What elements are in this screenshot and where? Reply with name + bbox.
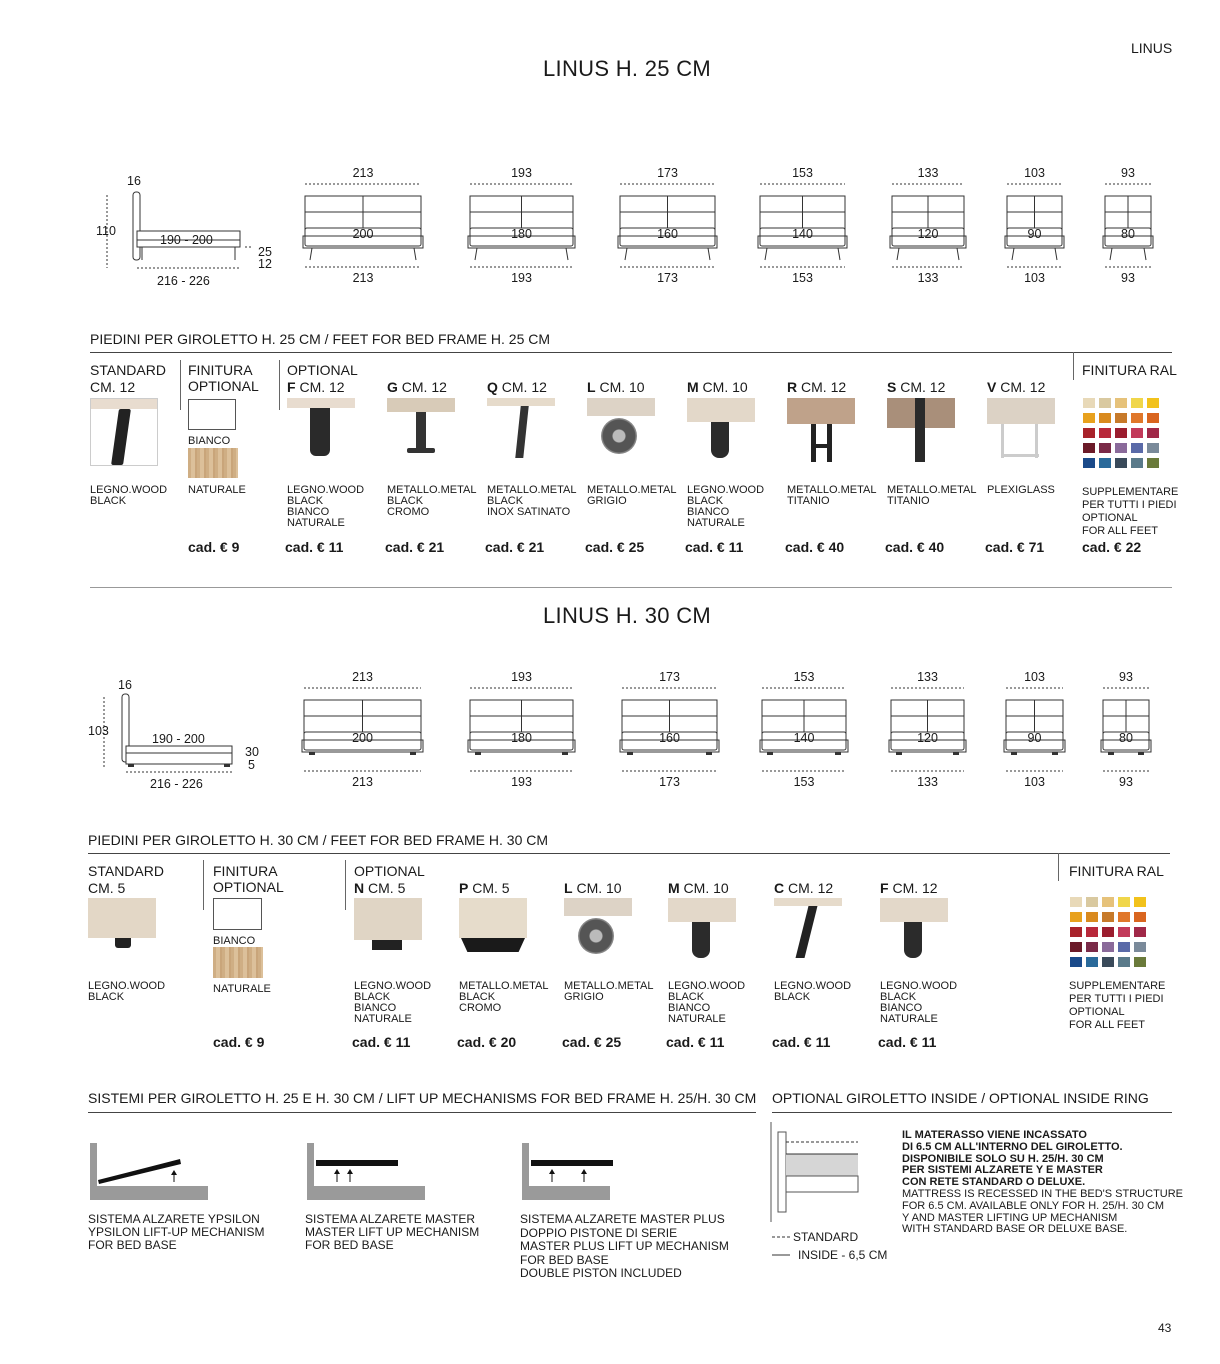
ral-color-swatch xyxy=(1070,942,1082,952)
bed-mattress-label: 160 xyxy=(657,227,678,241)
bed-width-top-label: 193 xyxy=(511,670,532,684)
side-height-label: 110 xyxy=(96,224,116,238)
foot-photo xyxy=(587,398,655,466)
ral-color-swatch xyxy=(1118,957,1130,967)
side-head-label: 16 xyxy=(127,174,141,188)
swatch-naturale-1 xyxy=(188,448,238,478)
bed-width-bottom-label: 213 xyxy=(352,271,374,285)
bed-width-bottom-label: 173 xyxy=(657,271,678,285)
foot-code-label: M CM. 10 xyxy=(668,880,729,896)
foot-code-label: F CM. 12 xyxy=(880,880,938,896)
foot-code-label: S CM. 12 xyxy=(887,379,946,395)
ral-color-swatch xyxy=(1118,897,1130,907)
foot-code-label: F CM. 12 xyxy=(287,379,345,395)
swatch-naturale-2 xyxy=(213,947,263,978)
ral-color-swatch xyxy=(1102,942,1114,952)
side-h2-label-2: 5 xyxy=(248,758,255,772)
foot-price: cad. € 11 xyxy=(772,1034,831,1050)
ral-color-swatch xyxy=(1099,428,1111,438)
swatch-bianco-2 xyxy=(213,898,262,930)
ral-color-swatch xyxy=(1102,957,1114,967)
ral-color-swatch xyxy=(1086,942,1098,952)
foot-price: cad. € 21 xyxy=(485,539,545,555)
ral-color-swatch xyxy=(1083,458,1095,468)
swatch-bianco-1 xyxy=(188,399,236,430)
ral-label-1: FINITURA RAL xyxy=(1082,362,1177,378)
ral-color-swatch xyxy=(1083,443,1095,453)
foot-code-label: G CM. 12 xyxy=(387,379,447,395)
standard-label-1: STANDARD xyxy=(90,362,166,378)
foot-material-text: METALLO.METAL TITANIO xyxy=(787,484,877,507)
inside-legend-inside: INSIDE - 6,5 CM xyxy=(798,1248,888,1262)
inside-text-line: CON RETE STANDARD O DELUXE. xyxy=(902,1176,1086,1189)
foot-code-label: Q CM. 12 xyxy=(487,379,547,395)
ral-color-swatch xyxy=(1147,428,1159,438)
foot-photo xyxy=(287,398,355,466)
section1-title: LINUS H. 25 CM xyxy=(543,56,712,81)
ral-color-swatch xyxy=(1118,942,1130,952)
standard-material-1: LEGNO.WOOD BLACK xyxy=(90,484,168,507)
inside-text-line: FOR 6.5 CM. AVAILABLE ONLY FOR H. 25/H. 30 CM xyxy=(902,1199,1165,1212)
bed-mattress-label: 180 xyxy=(511,227,532,241)
side-length-label-2: 190 - 200 xyxy=(152,732,205,746)
ral-color-swatch xyxy=(1083,428,1095,438)
foot-photo xyxy=(668,898,736,966)
bed-width-top-label: 103 xyxy=(1024,670,1045,684)
page-number: 43 xyxy=(1158,1321,1172,1335)
foot-material-text: LEGNO.WOOD BLACK BIANCO NATURALE xyxy=(880,980,958,1025)
foot-price: cad. € 11 xyxy=(878,1034,937,1050)
ral-color-swatch xyxy=(1131,398,1143,408)
bed-width-top-label: 103 xyxy=(1024,166,1045,180)
ral-color-swatch xyxy=(1134,912,1146,922)
inside-legend-standard: STANDARD xyxy=(793,1230,859,1244)
inside-text-line: MATTRESS IS RECESSED IN THE BED'S STRUCTURE xyxy=(902,1187,1184,1200)
side-h1-label-2: 30 xyxy=(245,745,259,759)
ral-desc-1: SUPPLEMENTARE PER TUTTI I PIEDI OPTIONAL FOR ALL FEET xyxy=(1082,486,1179,537)
ral-color-swatch xyxy=(1115,428,1127,438)
bed-width-top-label: 173 xyxy=(657,166,678,180)
ral-color-swatch xyxy=(1070,957,1082,967)
bed-width-bottom-label: 103 xyxy=(1024,775,1045,789)
inside-text-line: Y AND MASTER LIFTING UP MECHANISM xyxy=(902,1211,1118,1224)
foot-material-text: METALLO.METAL GRIGIO xyxy=(587,484,677,507)
ral-color-swatch xyxy=(1134,897,1146,907)
bed-width-bottom-label: 93 xyxy=(1119,775,1133,789)
ral-color-swatch xyxy=(1147,398,1159,408)
bed-width-bottom-label: 193 xyxy=(511,775,532,789)
foot-photo xyxy=(687,398,755,466)
side-height-label-2: 103 xyxy=(88,724,109,738)
finitura-label-1: FINITURA OPTIONAL xyxy=(188,362,259,394)
foot-material-text: LEGNO.WOOD BLACK BIANCO NATURALE xyxy=(687,484,765,529)
ral-color-swatch xyxy=(1134,927,1146,937)
ral-color-swatch xyxy=(1070,927,1082,937)
inside-description xyxy=(902,1130,1183,1236)
foot-code-label: M CM. 10 xyxy=(687,379,748,395)
foot-photo xyxy=(387,398,455,466)
ral-color-swatch xyxy=(1086,957,1098,967)
foot-photo xyxy=(787,398,855,466)
foot-price: cad. € 11 xyxy=(285,539,344,555)
standard-size-1: CM. 12 xyxy=(90,379,136,395)
bed-width-top-label: 213 xyxy=(352,166,374,180)
bed-width-bottom-label: 173 xyxy=(659,775,680,789)
section2-title: LINUS H. 30 CM xyxy=(543,603,712,628)
foot-price: cad. € 11 xyxy=(666,1034,725,1050)
foot-photo xyxy=(459,898,527,966)
bed-mattress-label: 120 xyxy=(917,227,939,241)
foot-price: cad. € 11 xyxy=(685,539,744,555)
inside-text-line: WITH STANDARD BASE OR DELUXE BASE. xyxy=(902,1223,1128,1236)
ral-color-swatch xyxy=(1115,398,1127,408)
bed-width-bottom-label: 133 xyxy=(917,775,938,789)
bed-width-top-label: 133 xyxy=(917,670,938,684)
inside-text-line: PER SISTEMI ALZARETE Y E MASTER xyxy=(902,1164,1103,1177)
ral-color-swatch xyxy=(1086,927,1098,937)
ral-color-swatch xyxy=(1099,458,1111,468)
lift-masterplus-text: SISTEMA ALZARETE MASTER PLUS DOPPIO PISTONE DI SERIE MASTER PLUS LIFT UP MECHANISM FOR BED BASE DOUBLE PISTON INCLUDED xyxy=(520,1212,729,1280)
bed-width-top-label: 153 xyxy=(792,166,813,180)
bed-mattress-label: 80 xyxy=(1119,731,1133,745)
ral-color-swatch xyxy=(1147,458,1159,468)
finitura-label-2: FINITURA OPTIONAL xyxy=(213,863,284,895)
foot-price: cad. € 20 xyxy=(457,1034,517,1050)
ral-color-swatch xyxy=(1102,897,1114,907)
foot-price: cad. € 40 xyxy=(785,539,845,555)
ral-desc-2: SUPPLEMENTARE PER TUTTI I PIEDI OPTIONAL FOR ALL FEET xyxy=(1069,980,1166,1031)
naturale-label-1: NATURALE xyxy=(188,484,246,496)
foot-price: cad. € 40 xyxy=(885,539,945,555)
bed-width-top-label: 133 xyxy=(917,166,939,180)
inside-text-line: DI 6.5 CM ALL'INTERNO DEL GIROLETTO. xyxy=(902,1140,1123,1153)
ral-color-swatch xyxy=(1086,897,1098,907)
foot-price: cad. € 25 xyxy=(562,1034,622,1050)
foot-photo xyxy=(564,898,632,966)
finitura-price-2: cad. € 9 xyxy=(213,1034,265,1050)
bed-mattress-label: 160 xyxy=(659,731,680,745)
ral-color-swatch xyxy=(1115,413,1127,423)
inside-text-line: DISPONIBILE SOLO SU H. 25/H. 30 CM xyxy=(902,1152,1104,1165)
foot-material-text: LEGNO.WOOD BLACK BIANCO NATURALE xyxy=(354,980,432,1025)
bed-width-top-label: 153 xyxy=(793,670,815,684)
bed-width-bottom-label: 103 xyxy=(1024,271,1045,285)
ral-color-swatch xyxy=(1083,413,1095,423)
bed-mattress-label: 180 xyxy=(511,731,532,745)
foot-code-label: V CM. 12 xyxy=(987,379,1046,395)
bed-mattress-label: 140 xyxy=(793,731,815,745)
ral-color-swatch xyxy=(1070,912,1082,922)
bianco-label-1: BIANCO xyxy=(188,435,231,447)
ral-color-swatch xyxy=(1086,912,1098,922)
foot-code-label: N CM. 5 xyxy=(354,880,406,896)
ral-color-swatch xyxy=(1147,443,1159,453)
bed-width-top-label: 93 xyxy=(1119,670,1133,684)
foot-photo xyxy=(887,398,955,466)
side-h2-label: 12 xyxy=(258,257,272,271)
foot-code-label: L CM. 10 xyxy=(587,379,645,395)
finitura-price-1: cad. € 9 xyxy=(188,539,240,555)
bed-width-top-label: 213 xyxy=(352,670,373,684)
bed-width-bottom-label: 153 xyxy=(793,775,815,789)
foot-price: cad. € 71 xyxy=(985,539,1045,555)
foot-material-text: LEGNO.WOOD BLACK BIANCO NATURALE xyxy=(668,980,746,1025)
standard-size-2: CM. 5 xyxy=(88,880,126,896)
side-total-label: 216 - 226 xyxy=(157,274,210,288)
foot-material-text: METALLO.METAL TITANIO xyxy=(887,484,977,507)
bed-mattress-label: 80 xyxy=(1121,227,1135,241)
foot-material-text: METALLO.METAL BLACK CROMO xyxy=(459,980,549,1014)
lift-heading: SISTEMI PER GIROLETTO H. 25 E H. 30 CM / LIFT UP MECHANISMS FOR BED FRAME H. 25/H. 30 CM xyxy=(88,1090,757,1106)
bed-width-top-label: 173 xyxy=(659,670,680,684)
foot-price: cad. € 21 xyxy=(385,539,445,555)
side-h1-label: 25 xyxy=(258,245,272,259)
ral-color-swatch xyxy=(1147,413,1159,423)
ral-color-swatch xyxy=(1134,957,1146,967)
optional-label-2: OPTIONAL xyxy=(354,863,425,879)
standard-label-2: STANDARD xyxy=(88,863,164,879)
foot-price: cad. € 25 xyxy=(585,539,645,555)
bed-mattress-label: 120 xyxy=(917,731,938,745)
naturale-label-2: NATURALE xyxy=(213,983,271,995)
bed-mattress-label: 140 xyxy=(792,227,813,241)
ral-color-swatch xyxy=(1115,443,1127,453)
side-total-label-2: 216 - 226 xyxy=(150,777,203,791)
bed-mattress-label: 90 xyxy=(1027,227,1042,241)
ral-color-swatch xyxy=(1115,458,1127,468)
foot-code-label: L CM. 10 xyxy=(564,880,622,896)
bed-width-bottom-label: 93 xyxy=(1121,271,1135,285)
foot-material-text: LEGNO.WOOD BLACK BIANCO NATURALE xyxy=(287,484,365,529)
bed-width-bottom-label: 153 xyxy=(792,271,813,285)
bed-width-top-label: 93 xyxy=(1121,166,1135,180)
foot-code-label: R CM. 12 xyxy=(787,379,847,395)
bed-mattress-label: 90 xyxy=(1027,731,1042,745)
foot-photo xyxy=(880,898,948,966)
side-head-label-2: 16 xyxy=(118,678,132,692)
brand-label: LINUS xyxy=(1131,40,1173,56)
foot-photo xyxy=(487,398,555,466)
foot-material-text: METALLO.METAL GRIGIO xyxy=(564,980,654,1003)
foot-photo xyxy=(987,398,1055,466)
foot-price: cad. € 11 xyxy=(352,1034,411,1050)
bed-width-bottom-label: 193 xyxy=(511,271,532,285)
foot-code-label: C CM. 12 xyxy=(774,880,834,896)
feet-heading-1: PIEDINI PER GIROLETTO H. 25 CM / FEET FOR BED FRAME H. 25 CM xyxy=(90,331,551,347)
bianco-label-2: BIANCO xyxy=(213,935,256,947)
bed-mattress-label: 200 xyxy=(352,227,374,241)
lift-master-text: SISTEMA ALZARETE MASTER MASTER LIFT UP MECHANISM FOR BED BASE xyxy=(305,1212,480,1252)
bed-width-top-label: 193 xyxy=(511,166,532,180)
foot-material-text: METALLO.METAL BLACK INOX SATINATO xyxy=(487,484,577,518)
foot-material-text: PLEXIGLASS xyxy=(987,484,1055,496)
bed-mattress-label: 200 xyxy=(352,731,373,745)
foot-photo xyxy=(354,898,422,966)
ral-label-2: FINITURA RAL xyxy=(1069,863,1164,879)
ral-color-swatch xyxy=(1083,398,1095,408)
side-length-label: 190 - 200 xyxy=(160,233,213,247)
ral-color-swatch xyxy=(1099,398,1111,408)
inside-text-line: IL MATERASSO VIENE INCASSATO xyxy=(902,1129,1087,1141)
ral-color-swatch xyxy=(1118,912,1130,922)
ral-price-1: cad. € 22 xyxy=(1082,539,1142,555)
ral-color-swatch xyxy=(1099,413,1111,423)
optional-label-1: OPTIONAL xyxy=(287,362,358,378)
ral-color-swatch xyxy=(1134,942,1146,952)
ral-color-swatch xyxy=(1102,912,1114,922)
lift-ypsilon-text: SISTEMA ALZARETE YPSILON YPSILON LIFT-UP MECHANISM FOR BED BASE xyxy=(88,1212,265,1252)
foot-photo-standard-2 xyxy=(88,898,156,966)
ral-color-swatch xyxy=(1102,927,1114,937)
ral-color-swatch xyxy=(1131,428,1143,438)
ral-color-swatch xyxy=(1131,443,1143,453)
ral-color-swatch xyxy=(1118,927,1130,937)
ral-color-swatch xyxy=(1070,897,1082,907)
ral-color-swatch xyxy=(1131,458,1143,468)
foot-code-label: P CM. 5 xyxy=(459,880,510,896)
inside-heading: OPTIONAL GIROLETTO INSIDE / OPTIONAL INSIDE RING xyxy=(772,1090,1149,1106)
standard-material-2: LEGNO.WOOD BLACK xyxy=(88,980,166,1003)
feet-heading-2: PIEDINI PER GIROLETTO H. 30 CM / FEET FOR BED FRAME H. 30 CM xyxy=(88,832,549,848)
ral-color-swatch xyxy=(1099,443,1111,453)
ral-color-swatch xyxy=(1131,413,1143,423)
foot-photo xyxy=(774,898,842,966)
foot-material-text: LEGNO.WOOD BLACK xyxy=(774,980,852,1003)
bed-width-bottom-label: 213 xyxy=(352,775,373,789)
foot-photo-standard-1 xyxy=(90,398,158,466)
foot-material-text: METALLO.METAL BLACK CROMO xyxy=(387,484,477,518)
bed-width-bottom-label: 133 xyxy=(917,271,939,285)
